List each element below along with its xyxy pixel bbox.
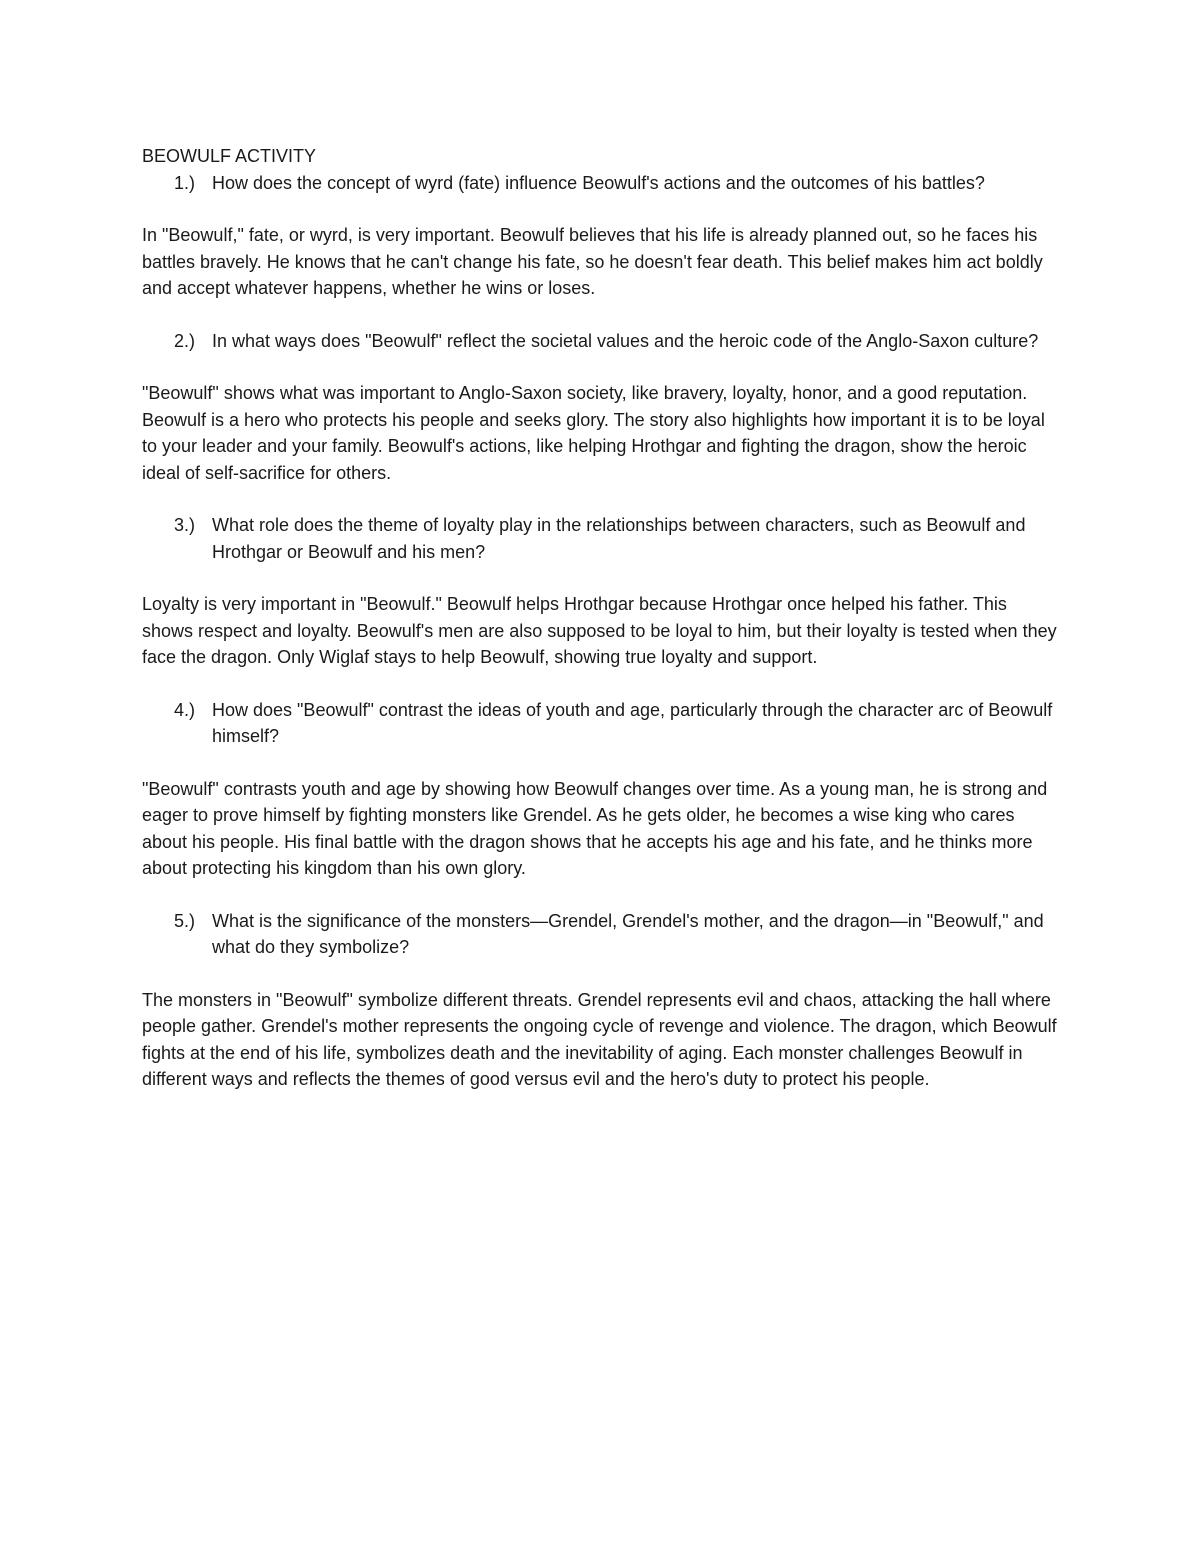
question-4 — [142, 697, 1062, 750]
question-text: How does the concept of wyrd (fate) influence Beowulf's actions and the outcomes of his battles? — [212, 172, 985, 193]
question-1 — [142, 170, 1062, 197]
document-title: BEOWULF ACTIVITY — [142, 146, 317, 166]
question-3 — [142, 512, 1062, 565]
question-text: What is the significance of the monsters—Grendel, Grendel's mother, and the dragon—in "Beowulf," and what do they symbolize? — [212, 910, 1044, 957]
answer-5: The monsters in "Beowulf" symbolize different threats. Grendel represents evil and chaos, attacking the hall where people gather. Grendel's mother represents the ongoing cycle of revenge and violence. The dragon, which Beowulf fights at the end of his life, symbolizes death and the inevitability of aging. Each monster challenges Beowulf in different ways and reflects the themes of good versus evil and the hero's duty to protect his people. — [142, 989, 1057, 1089]
question-text: How does "Beowulf" contrast the ideas of youth and age, particularly through the character arc of Beowulf himself? — [212, 699, 1053, 746]
question-number: 3.) — [174, 515, 196, 535]
question-number: 1.) — [174, 172, 196, 193]
question-5 — [142, 908, 1062, 961]
answer-4: "Beowulf" contrasts youth and age by showing how Beowulf changes over time. As a young man, he is strong and eager to prove himself by fighting monsters like Grendel. As he gets older, he becomes a wise king who cares about his people. His final battle with the dragon shows that he accepts his age and his fate, and he thinks more about protecting his kingdom than his own glory. — [142, 778, 1048, 878]
question-text: In what ways does "Beowulf" reflect the societal values and the heroic code of the Anglo-Saxon culture? — [212, 330, 1039, 351]
answer-3: Loyalty is very important in "Beowulf." Beowulf helps Hrothgar because Hrothgar once helped his father. This shows respect and loyalty. Beowulf's men are also supposed to be loyal to him, but their loyalty is tested when they face the dragon. Only Wiglaf stays to help Beowulf, showing true loyalty and support. — [142, 594, 1057, 667]
question-text: What role does the theme of loyalty play in the relationships between characters, such as Beowulf and Hrothgar or Beowulf and his men? — [212, 515, 1026, 562]
question-number: 5.) — [174, 910, 196, 931]
answer-2: "Beowulf" shows what was important to Anglo-Saxon society, like bravery, loyalty, honor, and a good reputation. Beowulf is a hero who protects his people and seeks glory. The story also highlights how important it is to be loyal to your leader and your family. Beowulf's actions, like helping Hrothgar and fighting the dragon, show the heroic ideal of self-sacrifice for others. — [142, 383, 1045, 483]
question-number: 2.) — [174, 330, 196, 351]
question-number: 4.) — [174, 699, 196, 720]
document-body — [142, 143, 1062, 1119]
question-2 — [142, 328, 1062, 355]
answer-1: In "Beowulf," fate, or wyrd, is very important. Beowulf believes that his life is already planned out, so he faces his battles bravely. He knows that he can't change his fate, so he doesn't fear death. This belief makes him act boldly and accept whatever happens, whether he wins or loses. — [142, 225, 1043, 298]
